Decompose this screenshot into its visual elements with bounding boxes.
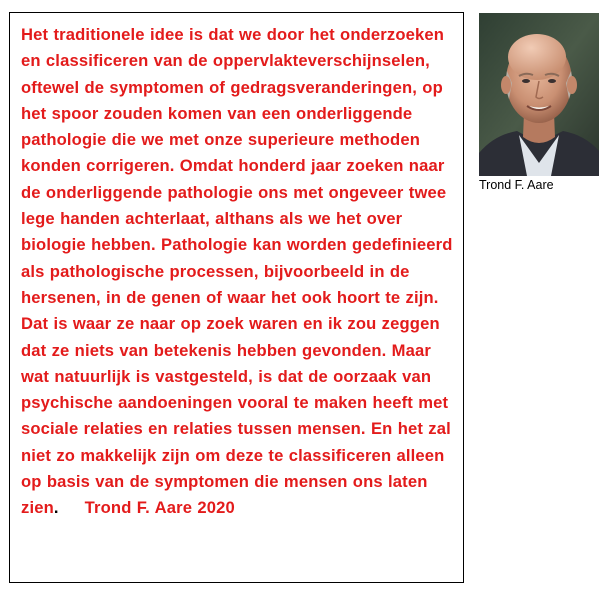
quote-box [9, 12, 464, 583]
quote-text: Het traditionele idee is dat we door het onderzoeken en classificeren van de oppervlakteverschijnselen, oftewel de symptomen of gedragsveranderingen, op het spoor zouden komen van een onderliggende pathologie die we met onze superieure methoden konden corrigeren. Omdat honderd jaar zoeken naar de onderliggende pathologie ons met ongeveer twee lege handen achterlaat, althans als we het over biologie hebben. Pathologie kan worden gedefinieerd als pathologische processen, bijvoorbeeld in de hersenen, in de genen of waar het ook hoort te zijn. Dat is waar ze naar op zoek waren en ik zou zeggen dat ze niets van betekenis hebben gevonden. Maar wat natuurlijk is vastgesteld, is dat de oorzaak van psychische aandoeningen vooral te maken heeft met sociale relaties en relaties tussen mensen. En het zal niet zo makkelijk zijn om deze te classificeren alleen op basis van de symptomen die mensen ons laten zien [21, 25, 453, 518]
quote-paragraph [21, 22, 455, 522]
portrait-photo [479, 13, 599, 176]
quote-attribution: Trond F. Aare 2020 [84, 498, 235, 518]
quote-end-period: . [53, 498, 59, 518]
photo-caption: Trond F. Aare [479, 178, 554, 192]
